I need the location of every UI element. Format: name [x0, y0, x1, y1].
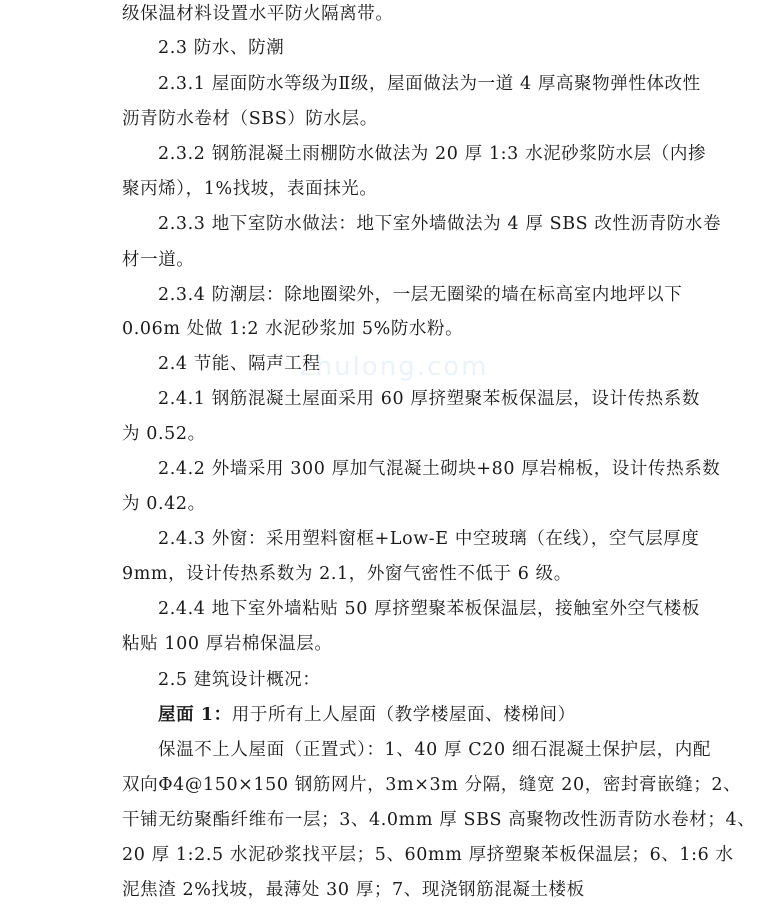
text-line: 泥焦渣 2%找坡，最薄处 30 厚；7、现浇钢筋混凝土楼板: [122, 880, 585, 900]
text-line: 2.3.1 屋面防水等级为Ⅱ级，屋面做法为一道 4 厚高聚物弹性体改性: [158, 74, 701, 94]
text-line: 沥青防水卷材（SBS）防水层。: [122, 109, 378, 129]
section-heading: 2.3 防水、防潮: [158, 38, 285, 58]
text-line: 2.3.2 钢筋混凝土雨棚防水做法为 20 厚 1:3 水泥砂浆防水层（内掺: [158, 144, 707, 164]
text-line: 级保温材料设置水平防火隔离带。: [122, 4, 394, 24]
text-line: 双向Φ4@150×150 钢筋网片，3m×3m 分隔，缝宽 20，密封膏嵌缝；2、: [122, 775, 742, 795]
text-line: 粘贴 100 厚岩棉保温层。: [122, 634, 333, 654]
text-line: 聚丙烯），1%找坡，表面抹光。: [122, 179, 378, 199]
text-line: 为 0.42。: [122, 494, 206, 514]
text-line: 干铺无纺聚酯纤维布一层；3、4.0mm 厚 SBS 高聚物改性沥青防水卷材；4、: [122, 810, 756, 830]
text-line: 2.4.1 钢筋混凝土屋面采用 60 厚挤塑聚苯板保温层，设计传热系数: [158, 389, 700, 409]
text-line: 为 0.52。: [122, 424, 206, 444]
text-line: 2.3.3 地下室防水做法：地下室外墙做法为 4 厚 SBS 改性沥青防水卷: [158, 214, 722, 234]
roof-item-line: [158, 697, 576, 733]
watermark-text: zhulong.com: [300, 352, 489, 382]
text-line: 20 厚 1:2.5 水泥砂浆找平层；5、60mm 厚挤塑聚苯板保温层；6、1:6 水: [122, 845, 734, 865]
text-line: 保温不上人屋面（正置式）：1、40 厚 C20 细石混凝土保护层，内配: [158, 740, 711, 760]
section-heading: 2.4 节能、隔声工程: [158, 354, 321, 374]
text-line: 2.4.3 外窗：采用塑料窗框+Low-E 中空玻璃（在线），空气层厚度: [158, 529, 700, 549]
roof-label: 屋面 1：: [158, 705, 232, 725]
text-line: 2.4.2 外墙采用 300 厚加气混凝土砌块+80 厚岩棉板，设计传热系数: [158, 459, 721, 479]
text-line: 2.4.4 地下室外墙粘贴 50 厚挤塑聚苯板保温层，接触室外空气楼板: [158, 599, 700, 619]
text-line: 0.06m 处做 1:2 水泥砂浆加 5%防水粉。: [122, 319, 464, 339]
text-line: 2.3.4 防潮层：除地圈梁外，一层无圈梁的墙在标高室内地坪以下: [158, 285, 683, 305]
text-line: 9mm，设计传热系数为 2.1，外窗气密性不低于 6 级。: [122, 564, 572, 584]
text-line: 材一道。: [122, 250, 195, 270]
roof-description: 用于所有上人屋面（教学楼屋面、楼梯间）: [231, 705, 576, 725]
section-heading: 2.5 建筑设计概况：: [158, 670, 321, 690]
